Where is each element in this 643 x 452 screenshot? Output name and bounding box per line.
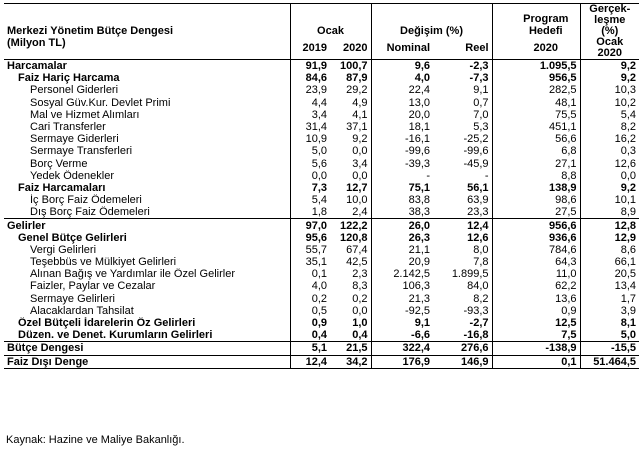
- spacer-cell: [492, 317, 512, 329]
- value-2020: 29,2: [346, 84, 368, 97]
- table-row: [4, 280, 639, 292]
- value-reel: 63,9: [467, 194, 489, 207]
- value-reel: 7,8: [473, 256, 489, 269]
- value-program: 282,5: [548, 84, 577, 97]
- row-label: Sermaye Transferleri: [30, 145, 133, 158]
- value-gerceklesme: 5,4: [580, 109, 639, 121]
- row-label: Faiz Harcamaları: [18, 181, 106, 194]
- value-reel: -99,6: [463, 145, 489, 158]
- value-gerceklesme: 0,0: [580, 170, 639, 182]
- value-program: 956,6: [512, 219, 580, 232]
- value-nominal: -39,3: [371, 158, 433, 170]
- value-gerceklesme: 12,8: [580, 219, 639, 232]
- value-2019: 0,2: [290, 293, 330, 305]
- table-row: [4, 158, 639, 170]
- header-program-2020: 2020: [512, 37, 580, 60]
- budget-table: [4, 4, 639, 369]
- value-gerceklesme: 9,2: [580, 182, 639, 194]
- header-2020: 2020: [330, 37, 371, 60]
- value-reel: -2,3: [433, 60, 492, 73]
- value-2019: 0,4: [290, 329, 330, 342]
- header-gerceklesme: Gerçek- leşme (%): [580, 4, 639, 37]
- spacer-cell: [492, 206, 512, 219]
- value-reel: -: [484, 169, 489, 182]
- value-gerceklesme: 8,2: [580, 121, 639, 133]
- value-2020: 12,7: [346, 181, 368, 194]
- value-gerceklesme: -15,5: [580, 342, 639, 355]
- value-gerceklesme: 51.464,5: [580, 355, 639, 368]
- value-nominal: 13,0: [371, 97, 433, 109]
- value-program: 0,1: [512, 355, 580, 368]
- row-label: Alacaklardan Tahsilat: [30, 304, 134, 317]
- value-2019: 0,0: [290, 170, 330, 182]
- value-nominal: 322,4: [371, 342, 433, 355]
- value-nominal: 26,0: [371, 219, 433, 232]
- value-program: 27,5: [555, 206, 577, 219]
- value-reel: 0,7: [473, 96, 489, 109]
- value-program: 8,8: [561, 169, 577, 182]
- table-row: [4, 182, 639, 194]
- row-label: Vergi Gelirleri: [30, 243, 97, 256]
- value-nominal: 20,9: [371, 256, 433, 268]
- table-row: [4, 329, 639, 342]
- spacer-cell: [492, 244, 512, 256]
- value-gerceklesme: 8,1: [580, 317, 639, 329]
- value-nominal: 38,3: [371, 206, 433, 219]
- value-2019: 31,4: [290, 121, 330, 133]
- value-2019: 55,7: [290, 244, 330, 256]
- value-reel: 9,1: [473, 84, 489, 97]
- value-gerceklesme: 3,9: [580, 305, 639, 317]
- spacer-cell: [492, 293, 512, 305]
- value-gerceklesme: 9,2: [580, 72, 639, 84]
- table-row: [4, 206, 639, 219]
- row-label: Teşebbüs ve Mülkiyet Gelirleri: [30, 256, 177, 269]
- header-ocak: Ocak: [290, 4, 371, 37]
- value-2020: 100,7: [330, 60, 371, 73]
- spacer-cell: [492, 232, 512, 244]
- header-nominal: Nominal: [371, 37, 433, 60]
- row-label: Sermaye Giderleri: [30, 133, 119, 146]
- spacer-cell: [492, 158, 512, 170]
- row-label: Düzen. ve Denet. Kurumların Gelirleri: [18, 329, 213, 342]
- value-2020: 4,9: [352, 96, 368, 109]
- spacer-cell: [492, 219, 512, 232]
- spacer-cell: [492, 97, 512, 109]
- value-reel: -25,2: [463, 133, 489, 146]
- value-reel: 8,0: [473, 243, 489, 256]
- spacer-cell: [492, 268, 512, 280]
- value-reel: -16,8: [463, 329, 489, 342]
- spacer-cell: [492, 133, 512, 145]
- value-2019: 5,0: [290, 145, 330, 157]
- table-row: [4, 60, 639, 73]
- row-label: Özel Bütçeli İdarelerin Öz Gelirleri: [18, 317, 196, 330]
- value-reel: -7,3: [469, 72, 489, 85]
- spacer-cell: [492, 305, 512, 317]
- value-nominal: 18,1: [371, 121, 433, 133]
- value-program: 956,5: [548, 72, 577, 85]
- value-gerceklesme: 1,7: [580, 293, 639, 305]
- table-row: [4, 109, 639, 121]
- value-program: 784,6: [548, 243, 577, 256]
- value-2019: 4,0: [290, 280, 330, 292]
- row-label: Gelirler: [4, 219, 290, 232]
- table-row: [4, 145, 639, 157]
- value-reel: 56,1: [467, 181, 489, 194]
- table-row: [4, 305, 639, 317]
- value-program: 56,6: [555, 133, 577, 146]
- value-2020: 2,3: [352, 268, 368, 281]
- table-body: [4, 60, 639, 369]
- value-program: 98,6: [555, 194, 577, 207]
- value-reel: -93,3: [463, 304, 489, 317]
- table-row: [4, 268, 639, 280]
- row-label: Sosyal Güv.Kur. Devlet Primi: [30, 96, 171, 109]
- row-label: Yedek Ödenekler: [30, 169, 114, 182]
- value-nominal: -6,6: [371, 329, 433, 342]
- value-nominal: 20,0: [371, 109, 433, 121]
- value-reel: 146,9: [433, 355, 492, 368]
- value-2019: 7,3: [290, 182, 330, 194]
- value-gerceklesme: 5,0: [580, 329, 639, 342]
- value-2019: 4,4: [290, 97, 330, 109]
- value-2019: 84,6: [290, 72, 330, 84]
- value-program: 64,3: [555, 256, 577, 269]
- value-nominal: -: [371, 170, 433, 182]
- value-2019: 5,4: [290, 194, 330, 206]
- value-2020: 4,1: [352, 108, 368, 121]
- value-gerceklesme: 8,6: [580, 244, 639, 256]
- header-2019: 2019: [290, 37, 330, 60]
- value-2019: 91,9: [290, 60, 330, 73]
- header-program: Program Hedefi: [523, 13, 569, 37]
- value-reel: 5,3: [473, 121, 489, 134]
- value-nominal: 9,6: [371, 60, 433, 73]
- value-nominal: 4,0: [371, 72, 433, 84]
- value-nominal: -16,1: [371, 133, 433, 145]
- value-reel: -2,7: [469, 317, 489, 330]
- table-row: [4, 170, 639, 182]
- value-program: 7,5: [561, 329, 577, 342]
- value-program: -138,9: [512, 342, 580, 355]
- value-gerceklesme: 10,1: [580, 194, 639, 206]
- value-2020: 0,2: [352, 292, 368, 305]
- header-ocak-2020: Ocak 2020: [580, 37, 639, 60]
- row-label: Faizler, Paylar ve Cezalar: [30, 280, 156, 293]
- value-2019: 97,0: [290, 219, 330, 232]
- value-gerceklesme: 13,4: [580, 280, 639, 292]
- row-label: Harcamalar: [4, 60, 290, 73]
- spacer-cell: [492, 145, 512, 157]
- value-program: 27,1: [555, 157, 577, 170]
- value-2019: 10,9: [290, 133, 330, 145]
- header-degisim: Değişim (%): [371, 4, 492, 37]
- spacer-cell: [492, 109, 512, 121]
- value-reel: 1.899,5: [451, 268, 489, 281]
- title-line-1: Merkezi Yönetim Bütçe Dengesi: [7, 25, 174, 37]
- row-label: Sermaye Gelirleri: [30, 292, 115, 305]
- value-2019: 1,8: [290, 206, 330, 219]
- spacer-cell: [492, 256, 512, 268]
- value-nominal: 22,4: [371, 84, 433, 96]
- value-2020: 122,2: [330, 219, 371, 232]
- value-2020: 0,0: [352, 169, 368, 182]
- value-program: 62,2: [555, 280, 577, 293]
- value-nominal: 26,3: [371, 232, 433, 244]
- row-label: Faiz Hariç Harcama: [18, 72, 120, 85]
- row-label: Faiz Dışı Denge: [4, 355, 290, 368]
- value-2020: 0,0: [352, 145, 368, 158]
- table-row: [4, 97, 639, 109]
- value-program: 138,9: [548, 181, 577, 194]
- value-gerceklesme: 12,6: [580, 158, 639, 170]
- value-2019: 35,1: [290, 256, 330, 268]
- value-reel: 8,2: [473, 292, 489, 305]
- row-label: Borç Verme: [30, 157, 88, 170]
- value-program: 48,1: [555, 96, 577, 109]
- row-label: Genel Bütçe Gelirleri: [18, 231, 127, 244]
- value-2019: 12,4: [290, 355, 330, 368]
- value-program: 6,8: [561, 145, 577, 158]
- value-2019: 0,1: [290, 268, 330, 280]
- value-gerceklesme: 8,9: [580, 206, 639, 219]
- spacer-cell: [492, 182, 512, 194]
- value-reel: 23,3: [467, 206, 489, 219]
- spacer-cell: [492, 72, 512, 84]
- table-row: [4, 317, 639, 329]
- value-2020: 10,0: [346, 194, 368, 207]
- row-label: Dış Borç Faiz Ödemeleri: [30, 206, 150, 219]
- value-2020: 0,4: [352, 329, 368, 342]
- table-row: [4, 121, 639, 133]
- value-gerceklesme: 20,5: [580, 268, 639, 280]
- value-nominal: 21,3: [371, 293, 433, 305]
- value-program: 13,6: [555, 292, 577, 305]
- value-nominal: 83,8: [371, 194, 433, 206]
- value-gerceklesme: 16,2: [580, 133, 639, 145]
- table-row: [4, 342, 639, 355]
- value-program: 936,6: [548, 231, 577, 244]
- value-nominal: 106,3: [371, 280, 433, 292]
- spacer-cell: [492, 121, 512, 133]
- value-nominal: 9,1: [371, 317, 433, 329]
- spacer-cell: [492, 84, 512, 96]
- value-2020: 3,4: [352, 157, 368, 170]
- value-reel: 12,6: [467, 231, 489, 244]
- value-nominal: 75,1: [371, 182, 433, 194]
- value-program: 75,5: [555, 108, 577, 121]
- value-2020: 37,1: [346, 121, 368, 134]
- value-program: 451,1: [548, 121, 577, 134]
- header-reel: Reel: [433, 37, 492, 60]
- value-2019: 0,9: [290, 317, 330, 329]
- table-row: [4, 256, 639, 268]
- value-reel: -45,9: [463, 157, 489, 170]
- value-2019: 23,9: [290, 84, 330, 96]
- value-2019: 5,1: [290, 342, 330, 355]
- value-nominal: 176,9: [371, 355, 433, 368]
- table-row: [4, 232, 639, 244]
- spacer-cell: [492, 329, 512, 342]
- value-reel: 84,0: [467, 280, 489, 293]
- value-2020: 34,2: [330, 355, 371, 368]
- value-nominal: -92,5: [371, 305, 433, 317]
- value-2020: 21,5: [330, 342, 371, 355]
- value-program: 1.095,5: [512, 60, 580, 73]
- spacer-cell: [492, 60, 512, 73]
- source-note: Kaynak: Hazine ve Maliye Bakanlığı.: [6, 434, 185, 446]
- value-2020: 0,0: [352, 304, 368, 317]
- value-nominal: 2.142,5: [371, 268, 433, 280]
- value-reel: 12,4: [433, 219, 492, 232]
- value-2020: 8,3: [352, 280, 368, 293]
- value-2019: 0,5: [290, 305, 330, 317]
- row-label: Cari Transferler: [30, 121, 106, 134]
- value-nominal: 21,1: [371, 244, 433, 256]
- table-row: [4, 293, 639, 305]
- table-row: [4, 72, 639, 84]
- row-label: Personel Giderleri: [30, 84, 119, 97]
- value-gerceklesme: 10,3: [580, 84, 639, 96]
- value-2019: 3,4: [290, 109, 330, 121]
- value-2019: 95,6: [290, 232, 330, 244]
- value-gerceklesme: 9,2: [580, 60, 639, 73]
- value-2020: 9,2: [352, 133, 368, 146]
- value-2020: 1,0: [352, 317, 368, 330]
- value-2019: 5,6: [290, 158, 330, 170]
- table-row: [4, 244, 639, 256]
- table-title: [4, 4, 290, 37]
- value-2020: 2,4: [352, 206, 368, 219]
- value-gerceklesme: 66,1: [580, 256, 639, 268]
- table-row: [4, 133, 639, 145]
- value-gerceklesme: 12,9: [580, 232, 639, 244]
- table-subtitle: (Milyon TL): [4, 37, 290, 60]
- value-reel: 7,0: [473, 108, 489, 121]
- table-row: [4, 84, 639, 96]
- spacer-cell: [492, 194, 512, 206]
- value-2020: 67,4: [346, 243, 368, 256]
- value-nominal: -99,6: [371, 145, 433, 157]
- row-label: Mal ve Hizmet Alımları: [30, 108, 140, 121]
- row-label: İç Borç Faiz Ödemeleri: [30, 194, 142, 207]
- value-reel: 276,6: [433, 342, 492, 355]
- value-program: 0,9: [561, 304, 577, 317]
- value-program: 11,0: [555, 268, 577, 281]
- value-2020: 87,9: [346, 72, 368, 85]
- spacer-cell: [492, 342, 512, 355]
- table-row: [4, 219, 639, 232]
- value-program: 12,5: [555, 317, 577, 330]
- table-row: [4, 194, 639, 206]
- row-label: Alınan Bağış ve Yardımlar ile Özel Gelirler: [30, 268, 236, 281]
- value-2020: 120,8: [339, 231, 368, 244]
- value-gerceklesme: 10,2: [580, 97, 639, 109]
- spacer-cell: [492, 355, 512, 368]
- value-2020: 42,5: [346, 256, 368, 269]
- value-gerceklesme: 0,3: [580, 145, 639, 157]
- spacer-cell: [492, 170, 512, 182]
- row-label: Bütçe Dengesi: [4, 342, 290, 355]
- spacer-cell: [492, 280, 512, 292]
- table-row: [4, 355, 639, 368]
